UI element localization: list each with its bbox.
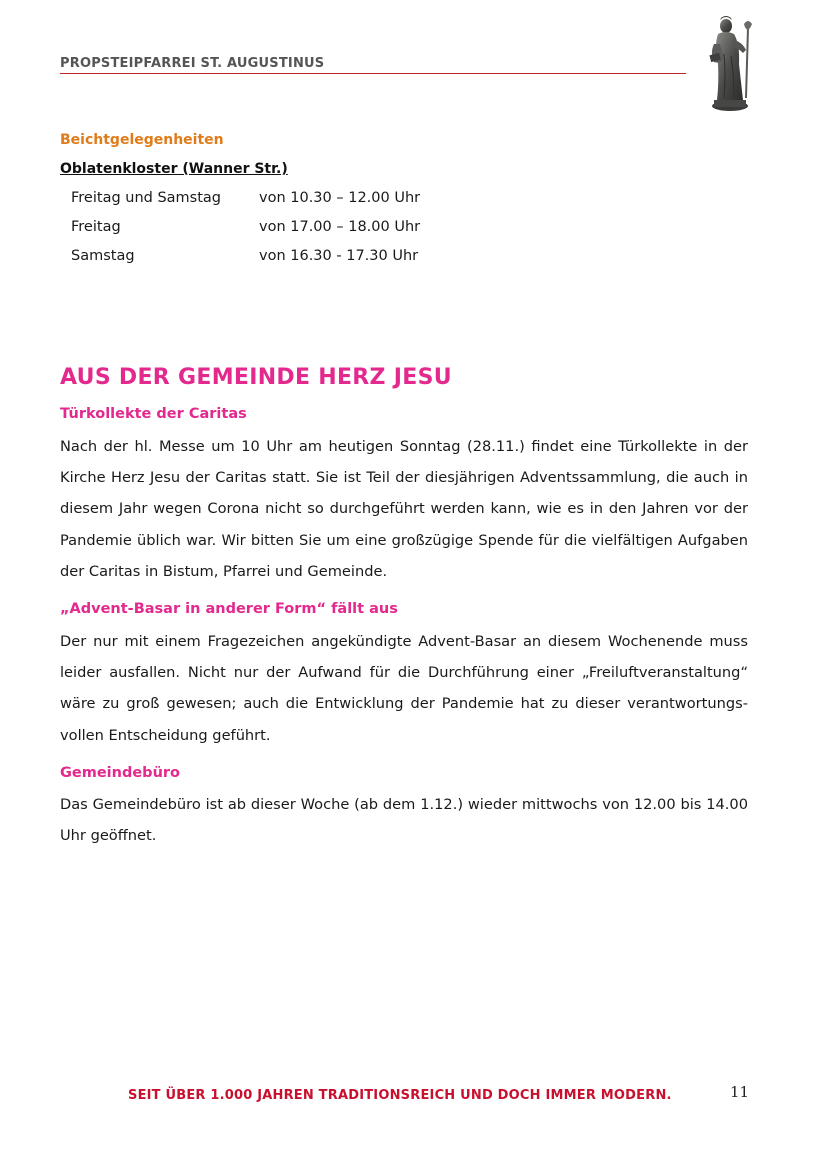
schedule-day: Freitag und Samstag (71, 190, 221, 206)
section-body-basar: Der nur mit einem Fragezeichen angekündigte Advent-Basar an diesem Wochenende muss leider ausfallen. Nicht nur der Aufwand für die Durchführung einer „Freiluftveranstaltung“ wäre zu groß gewesen; auch die Entwicklung der Pandemie hat zu dieser verantwortungs-vollen Entscheidung geführt. (60, 633, 748, 744)
community-heading: AUS DER GEMEINDE HERZ JESU (60, 365, 452, 390)
section-body-office: Das Gemeindebüro ist ab dieser Woche (ab dem 1.12.) wieder mittwochs von 12.00 bis 14.00 Uhr geöffnet. (60, 796, 748, 845)
section-body-caritas: Nach der hl. Messe um 10 Uhr am heutigen Sonntag (28.11.) findet eine Türkollekte in der Kirche Herz Jesu der Caritas statt. Sie ist Teil der diesjährigen Adventssammlung, die auch in diesem Jahr wegen Corona nicht so durchgeführt werden kann, wie es in den Jahren vor der Pandemie üblich war. Wir bitten Sie um eine großzügige Spende für die vielfältigen Aufgaben der Caritas in Bistum, Pfarrei und Gemeinde. (60, 438, 748, 580)
confession-heading: Beichtgelegenheiten (60, 132, 224, 148)
schedule-day: Freitag (71, 219, 121, 235)
footer-slogan: SEIT ÜBER 1.000 JAHREN TRADITIONSREICH UND DOCH IMMER MODERN. (128, 1088, 672, 1103)
schedule-day: Samstag (71, 248, 135, 264)
section-title-caritas: Türkollekte der Caritas (60, 406, 247, 422)
saint-statue-icon (700, 14, 760, 116)
confession-location: Oblatenkloster (Wanner Str.) (60, 161, 288, 177)
parish-name: PROPSTEIPFARREI ST. AUGUSTINUS (60, 56, 325, 71)
schedule-time: von 10.30 – 12.00 Uhr (259, 190, 421, 206)
schedule-time: von 16.30 - 17.30 Uhr (259, 248, 419, 264)
section-title-office: Gemeindebüro (60, 765, 181, 781)
header-divider (60, 73, 686, 74)
page-number: 11 (730, 1083, 750, 1101)
schedule-time: von 17.00 – 18.00 Uhr (259, 219, 421, 235)
section-title-basar: „Advent-Basar in anderer Form“ fällt aus (60, 601, 398, 617)
